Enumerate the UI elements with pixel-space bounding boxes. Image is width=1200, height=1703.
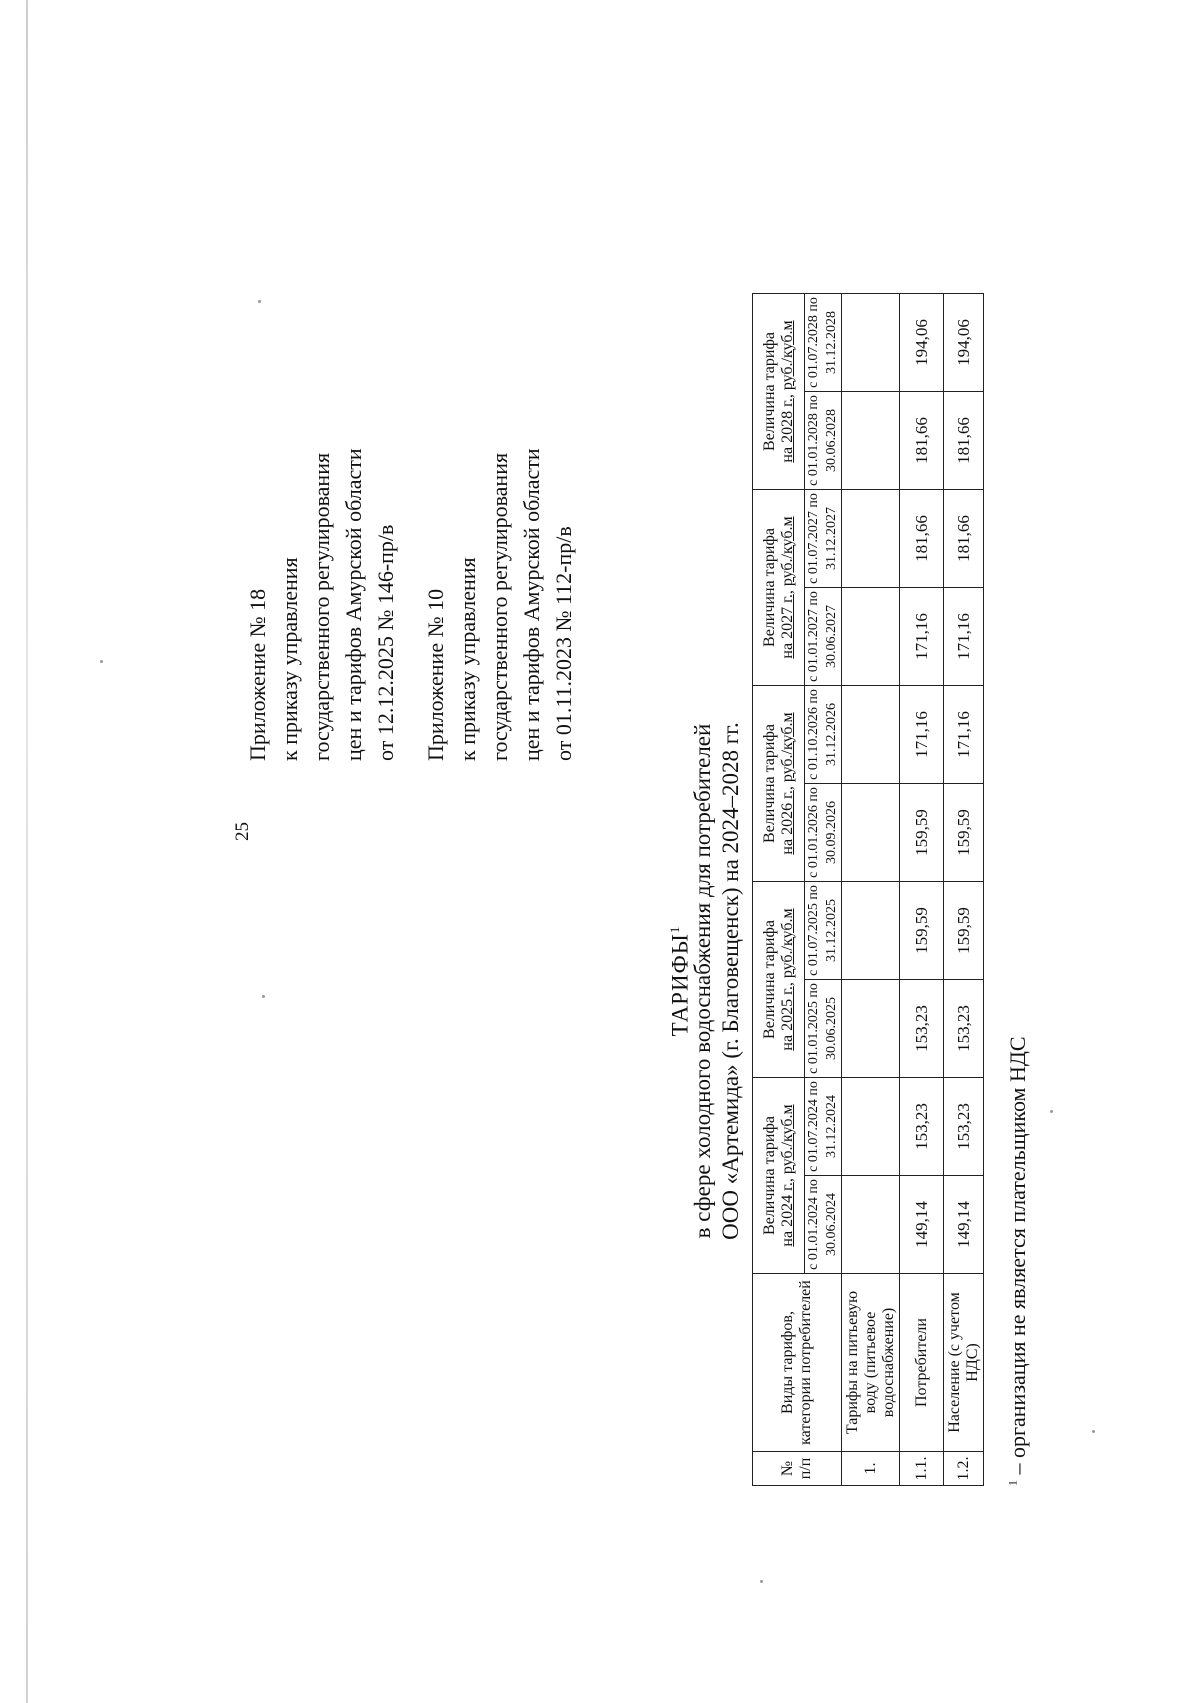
header-year-2028: Величина тарифа на 2028 г., руб./куб.м [753,294,805,490]
value-cell: 159,59 [900,784,944,882]
period-cell: с 01.10.2026 по 31.12.2026 [805,686,842,784]
footnote-mark: 1 [1005,1480,1020,1486]
period-cell: с 01.01.2025 по 30.06.2025 [805,980,842,1078]
annex-line: от 01.11.2023 № 112-пр/в [551,526,576,761]
period-cell: с 01.07.2027 по 31.12.2027 [805,490,842,588]
header-num: № п/п [753,1452,842,1486]
document-subtitle-line1: в сфере холодного водоснабжения для потребителей [690,723,715,1239]
row-num: 1. [842,1452,900,1486]
scan-speck [100,660,103,663]
period-cell: с 01.01.2027 по 30.06.2027 [805,588,842,686]
period-cell: с 01.07.2024 по 31.12.2024 [805,1078,842,1176]
value-cell: 171,16 [944,686,984,784]
header-year-2027: Величина тарифа на 2027 г., руб./куб.м [753,490,805,686]
value-cell [842,392,900,490]
annex-line: Приложение № 18 [245,588,270,761]
row-num: 1.1. [900,1452,944,1486]
annex-line: цен и тарифов Амурской области [519,448,544,761]
title-text: ТАРИФЫ [667,933,693,1037]
header-kind: Виды тарифов, категории потребителей [753,1274,842,1452]
document-page [120,71,1160,1631]
value-cell: 194,06 [944,294,984,392]
value-cell [842,294,900,392]
value-cell [842,882,900,980]
row-label: Население (с учетом НДС) [944,1274,984,1452]
value-cell: 149,14 [900,1176,944,1274]
value-cell [842,490,900,588]
title-footnote-mark: 1 [667,925,682,934]
row-label: Тарифы на питьевую воду (питьевое водоснабжение) [842,1274,900,1452]
table-header-row [753,294,805,1486]
value-cell [842,686,900,784]
annex-line: к приказу управления [277,557,302,761]
document-subtitle-line2: ООО «Артемида» (г. Благовещенск) на 2024–2028 гг. [718,722,743,1240]
value-cell [842,1078,900,1176]
header-year-2025: Величина тарифа на 2025 г., руб./куб.м [753,882,805,1078]
value-cell: 159,59 [944,784,984,882]
value-cell: 159,59 [900,882,944,980]
annex-current [242,448,402,761]
value-cell: 171,16 [900,588,944,686]
value-cell: 171,16 [944,588,984,686]
annex-original [420,448,580,761]
footnote [1005,1036,1031,1486]
period-cell: с 01.01.2026 по 30.09.2026 [805,784,842,882]
value-cell: 149,14 [944,1176,984,1274]
period-cell: с 01.07.2028 по 31.12.2028 [805,294,842,392]
value-cell: 153,23 [900,980,944,1078]
row-label: Потребители [900,1274,944,1452]
header-year-2024: Величина тарифа на 2024 г., руб./куб.м [753,1078,805,1274]
page-number: 25 [232,822,253,841]
footnote-text: – организация не является плательщиком НДС [1005,1036,1030,1480]
period-cell: с 01.07.2025 по 31.12.2025 [805,882,842,980]
value-cell: 181,66 [944,490,984,588]
value-cell: 181,66 [900,490,944,588]
annex-line: цен и тарифов Амурской области [341,448,366,761]
value-cell [842,784,900,882]
table-row [842,294,900,1486]
table-row [900,294,944,1486]
value-cell [842,1176,900,1274]
header-year-2026: Величина тарифа на 2026 г., руб./куб.м [753,686,805,882]
value-cell: 181,66 [900,392,944,490]
period-cell: с 01.01.2028 по 30.06.2028 [805,392,842,490]
row-num: 1.2. [944,1452,984,1486]
annex-line: Приложение № 10 [423,588,448,761]
annex-line: к приказу управления [455,557,480,761]
annex-line: государственного регулирования [309,452,334,761]
period-cell: с 01.01.2024 по 30.06.2024 [805,1176,842,1274]
value-cell [842,588,900,686]
value-cell: 171,16 [900,686,944,784]
annex-line: от 12.12.2025 № 146-пр/в [373,524,398,761]
value-cell: 194,06 [900,294,944,392]
value-cell: 181,66 [944,392,984,490]
table-row [944,294,984,1486]
value-cell [842,980,900,1078]
tariff-table [752,293,984,1486]
value-cell: 153,23 [900,1078,944,1176]
value-cell: 159,59 [944,882,984,980]
annex-line: государственного регулирования [487,452,512,761]
value-cell: 153,23 [944,1078,984,1176]
scan-edge [26,0,28,1703]
value-cell: 153,23 [944,980,984,1078]
